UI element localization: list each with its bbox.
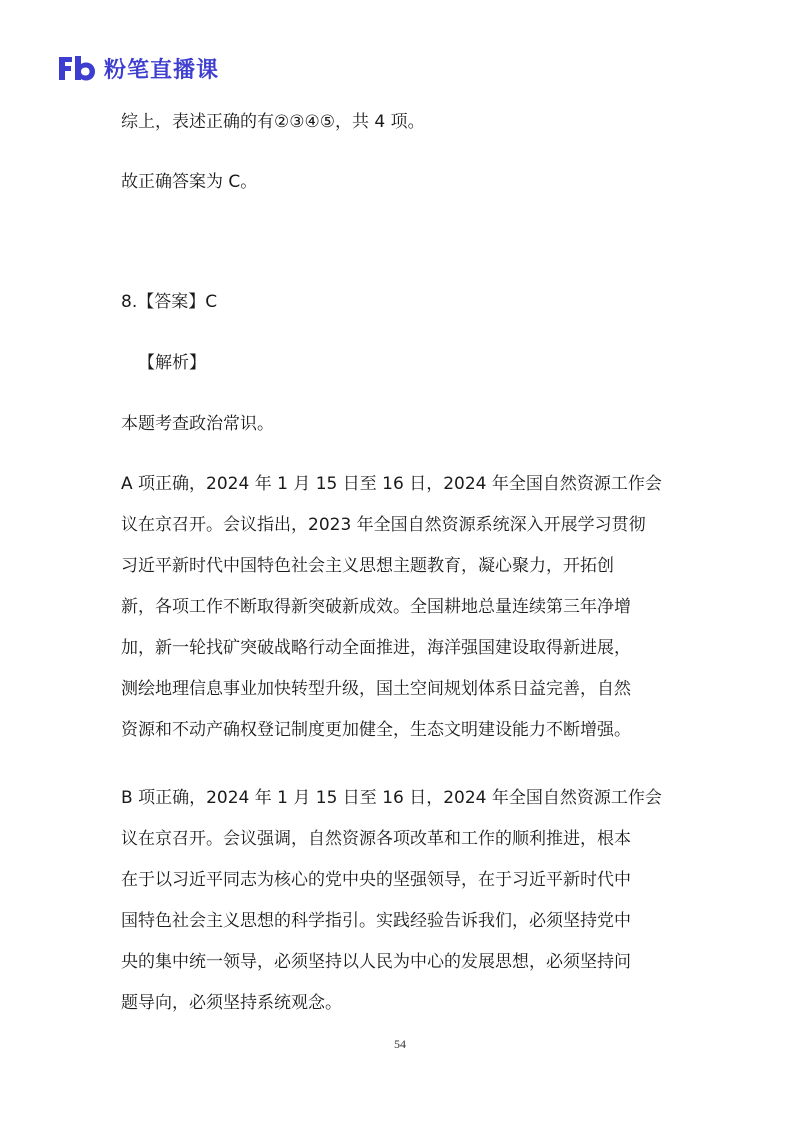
paragraph-a-line: 测绘地理信息事业加快转型升级，国土空间规划体系日益完善，自然	[121, 679, 631, 699]
question-answer-heading: 8.【答案】C	[121, 292, 218, 312]
paragraph-a-line: 加，新一轮找矿突破战略行动全面推进，海洋强国建设取得新进展，	[121, 638, 631, 658]
paragraph-b-line: 题导向，必须坚持系统观念。	[121, 993, 342, 1013]
page-number: 54	[394, 1037, 406, 1051]
paragraph-b-line: 央的集中统一领导，必须坚持以人民为中心的发展思想，必须坚持问	[121, 952, 631, 972]
paragraph-b-line: 国特色社会主义思想的科学指引。实践经验告诉我们，必须坚持党中	[121, 911, 631, 931]
paragraph-a-line: A 项正确，2024 年 1 月 15 日至 16 日，2024 年全国自然资源工作会	[121, 474, 662, 494]
paragraph-a-line: 新，各项工作不断取得新突破新成效。全国耕地总量连续第三年净增	[121, 597, 631, 617]
brand-header	[56, 52, 219, 84]
answer-line: 故正确答案为 C。	[121, 172, 258, 192]
paragraph-b-line: 议在京召开。会议强调，自然资源各项改革和工作的顺利推进，根本	[121, 829, 631, 849]
paragraph-b-line: 在于以习近平同志为核心的党中央的坚强领导，在于习近平新时代中	[121, 870, 631, 890]
summary-line: 综上，表述正确的有②③④⑤，共 4 项。	[121, 112, 425, 132]
paragraph-a-line: 议在京召开。会议指出，2023 年全国自然资源系统深入开展学习贯彻	[121, 515, 646, 535]
brand-name: 粉笔直播课	[104, 57, 220, 83]
paragraph-a-line: 习近平新时代中国特色社会主义思想主题教育，凝心聚力，开拓创	[121, 556, 614, 576]
topic-line: 本题考查政治常识。	[121, 414, 274, 434]
paragraph-b-line: B 项正确，2024 年 1 月 15 日至 16 日，2024 年全国自然资源工作会	[121, 788, 662, 808]
analysis-label: 【解析】	[138, 353, 206, 373]
fb-logo-icon	[56, 53, 98, 83]
paragraph-a-line: 资源和不动产确权登记制度更加健全，生态文明建设能力不断增强。	[121, 720, 631, 740]
